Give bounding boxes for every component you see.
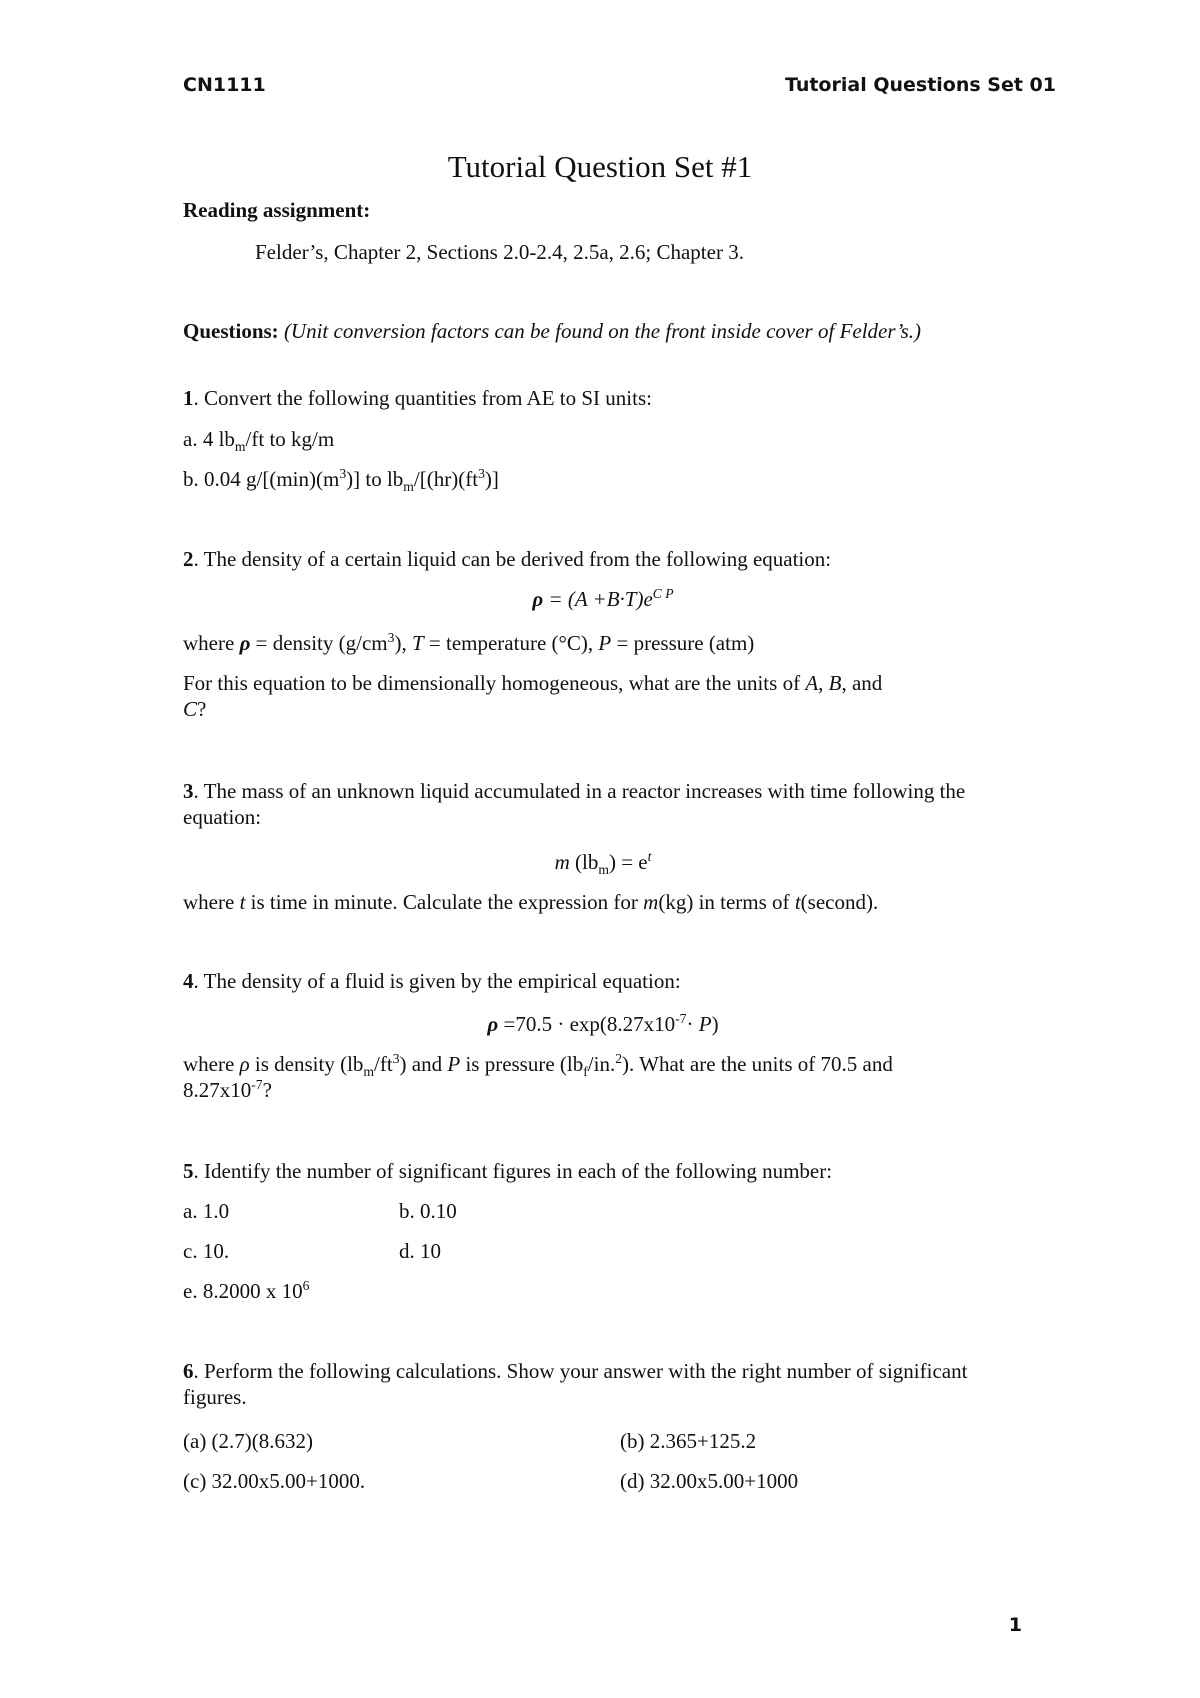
q5-row-2: [183, 1238, 1023, 1264]
page-number: 1: [1008, 1614, 1022, 1636]
reading-label: Reading assignment:: [183, 198, 371, 222]
q2-where: where ρ = density $(g/cm^3)$, T = temperature (°C), P = pressure (atm): [183, 630, 755, 655]
q4-text: [183, 968, 1023, 994]
questions-intro: [183, 318, 963, 344]
q1-b: b. 0.04 $g/[(\min)(m^3)]$ to $lb_m/[(hr)(ft^3)]$: [183, 466, 499, 495]
q6-b: (b) 2.365+125.2: [620, 1429, 757, 1453]
q6-number: 6: [183, 1359, 194, 1383]
q3-prompt: . The mass of an unknown liquid accumulated in a reactor increases with time following the equation:: [183, 779, 966, 830]
q5-e: e. 8.2000 x $10^6$: [183, 1278, 310, 1303]
q6-a: (a) (2.7)(8.632): [183, 1429, 314, 1453]
q2-prompt: . The density of a certain liquid can be derived from the following equation:: [193, 547, 832, 571]
q5-text: [183, 1158, 1023, 1184]
q4-where: where ρ is density $(lb_m/ft^3)$ and P is pressure $(lb_f/in.^2)$. What are the units of 70.5 and $8.27x10^{-7}$?: [183, 1051, 893, 1103]
q1-number: 1: [183, 386, 194, 410]
q3-where: where t is time in minute. Calculate the expression for m(kg) in terms of t(second).: [183, 890, 879, 914]
q5-d: d. 10: [399, 1239, 441, 1263]
q5-c: c. 10.: [183, 1239, 230, 1263]
q3-number: 3: [183, 779, 194, 803]
q5-prompt: . Identify the number of significant figures in each of the following number:: [193, 1159, 833, 1183]
q5-b: b. 0.10: [399, 1199, 457, 1223]
q4-number: 4: [183, 969, 194, 993]
page-title: Tutorial Question Set #1: [447, 149, 753, 184]
q5-a: a. 1.0: [183, 1199, 230, 1223]
q2-number: 2: [183, 547, 194, 571]
q5-row-1: [183, 1198, 1023, 1224]
q1-text: [183, 385, 1023, 411]
q2-text: [183, 546, 1023, 572]
q2-ask: For this equation to be dimensionally homogeneous, what are the units of A, B, and C?: [183, 671, 883, 722]
course-code: CN1111: [183, 74, 266, 96]
reading-text: Felder’s, Chapter 2, Sections 2.0-2.4, 2.5a, 2.6; Chapter 3.: [255, 240, 744, 264]
q5-number: 5: [183, 1159, 194, 1183]
questions-label: Questions:: [183, 319, 279, 343]
q6-c: (c) 32.00x5.00+1000.: [183, 1469, 366, 1493]
q6-row-1: [183, 1428, 1023, 1454]
set-label: Tutorial Questions Set 01: [784, 74, 1056, 96]
q6-d: (d) 32.00x5.00+1000: [620, 1469, 799, 1493]
q1-prompt: . Convert the following quantities from AE to SI units:: [193, 386, 652, 410]
q6-row-2: [183, 1468, 1023, 1494]
q3-equation: m $(lb_m) = e^t$: [554, 849, 652, 878]
q6-prompt: . Perform the following calculations. Show your answer with the right number of significant figures.: [183, 1359, 968, 1410]
q4-prompt: . The density of a fluid is given by the empirical equation:: [193, 969, 681, 993]
q1-a: a. 4 $lb_m/ft$ to kg/m: [183, 427, 335, 455]
q4-equation: $\rho =70.5 \cdot \exp(8.27x10^{-7}\cdot P)$: [487, 1011, 719, 1036]
q6-text: [183, 1358, 1013, 1411]
questions-note: (Unit conversion factors can be found on the front inside cover of Felder’s.): [283, 319, 922, 343]
q2-equation: $\rho = (A +B\cdot T)e^{C P}$: [532, 586, 674, 611]
q3-text: [183, 778, 983, 831]
